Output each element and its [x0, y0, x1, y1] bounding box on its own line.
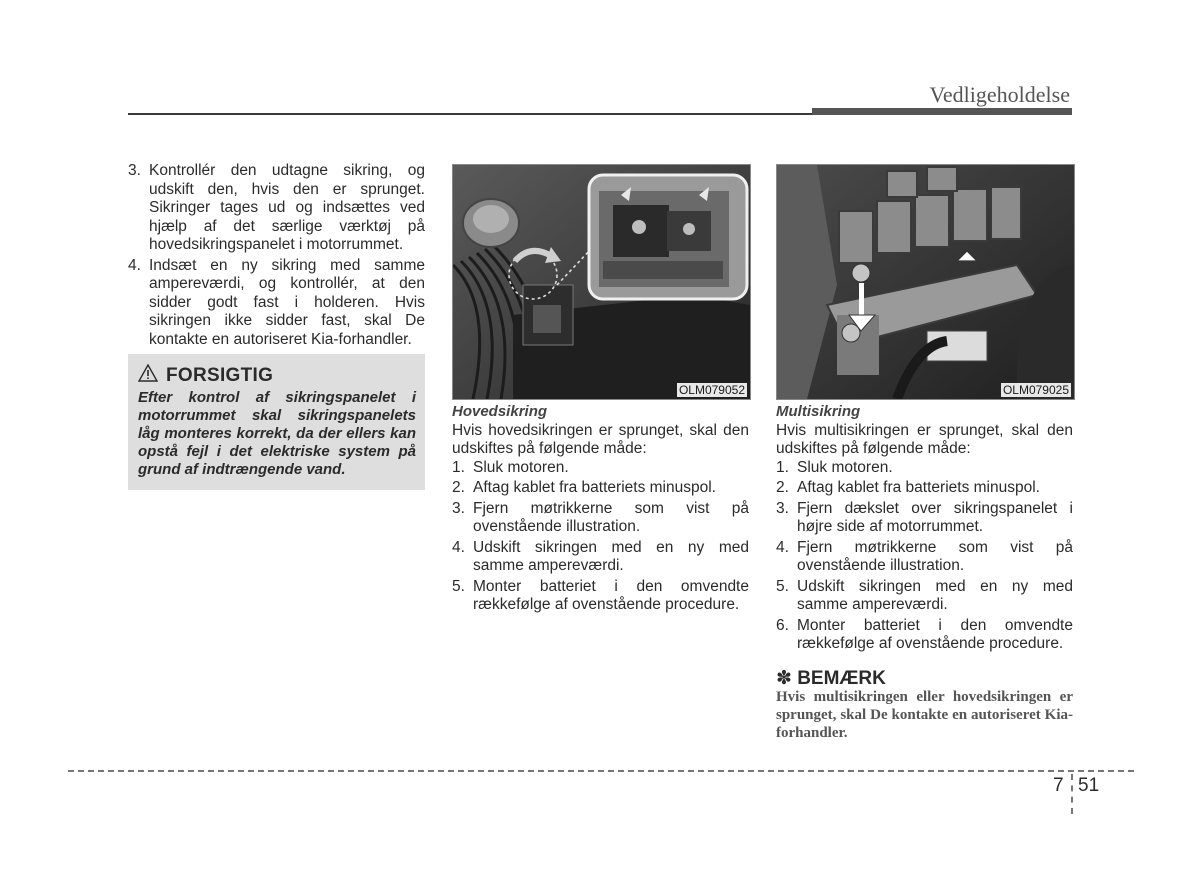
- list-item-number: 4.: [452, 538, 465, 556]
- photo-code: OLM079052: [678, 383, 745, 397]
- list-item: [452, 539, 749, 576]
- list-item: [776, 578, 1073, 615]
- list-item-text: Udskift sikringen med en ny med samme ampereværdi.: [473, 538, 749, 574]
- main-fuse-heading: Hovedsikring: [452, 403, 548, 420]
- list-item: [452, 479, 749, 498]
- main-fuse-section: [452, 403, 749, 617]
- list-item-number: 4.: [776, 538, 789, 556]
- header-rule-accent: [812, 108, 1072, 115]
- multi-fuse-photo: [776, 164, 1075, 400]
- list-item-text: Fjern møtrikkerne som vist på ovenstående illustration.: [473, 499, 749, 535]
- caution-title: FORSIGTIG: [166, 364, 274, 386]
- main-fuse-photo: [452, 164, 751, 400]
- caution-box: [128, 354, 425, 490]
- list-item-number: 6.: [776, 616, 789, 634]
- note-text: Hvis multisikringen eller hovedsikringen er sprunget, skal De kontakte en autoriseret Kia-forhandler.: [776, 689, 1073, 741]
- list-item: [776, 500, 1073, 537]
- page-number-divider: [1071, 774, 1073, 814]
- main-fuse-intro: Hvis hovedsikringen er sprunget, skal den udskiftes på følgende måde:: [452, 421, 749, 457]
- list-item-text: Sluk motoren.: [473, 458, 569, 476]
- list-item: [776, 459, 1073, 478]
- list-item: [776, 617, 1073, 654]
- list-item-number: 3.: [452, 499, 465, 517]
- list-item-text: Fjern dækslet over sikringspanelet i højre side af motorrummet.: [797, 499, 1073, 535]
- left-column-list: [128, 162, 425, 351]
- list-item-number: 2.: [776, 479, 789, 496]
- list-item-text: Monter batteriet i den omvendte rækkefølge af ovenstående procedure.: [473, 577, 749, 613]
- list-item-number: 2.: [452, 479, 465, 496]
- caution-text: Efter kontrol af sikringspanelet i motorrummet skal sikringspanelets låg monteres korrekt, da der ellers kan opstå fejl i det elektriske system på grund af indtrængende vand.: [138, 389, 416, 478]
- list-item-number: 1.: [452, 458, 465, 476]
- chapter-number: 7: [1053, 775, 1064, 796]
- list-item: [776, 479, 1073, 498]
- note-title: ✽ BEMÆRK: [776, 667, 886, 689]
- section-title: Vedligeholdelse: [929, 82, 1070, 107]
- list-item-number: 3.: [128, 162, 141, 179]
- list-item: [452, 500, 749, 537]
- list-item-number: 4.: [128, 256, 141, 274]
- list-item: [452, 459, 749, 478]
- list-item: [128, 162, 425, 255]
- list-item: [452, 578, 749, 615]
- list-item: [776, 539, 1073, 576]
- list-item-text: Fjern møtrikkerne som vist på ovenstående illustration.: [797, 538, 1073, 574]
- list-item-text: Kontrollér den udtagne sikring, og udskift den, hvis den er sprunget. Sikringer tages ud og indsættes ved hjælp af det særlige værktøj på hovedsikringspanelet i motorrummet.: [149, 162, 425, 253]
- list-item-text: Aftag kablet fra batteriets minuspol.: [473, 479, 716, 496]
- multi-fuse-section: [776, 403, 1073, 742]
- page-number: 51: [1078, 775, 1100, 796]
- list-item-number: 1.: [776, 458, 789, 476]
- caution-header: [138, 364, 416, 387]
- warning-triangle-icon: [138, 364, 158, 387]
- list-item: [128, 257, 425, 350]
- footer-divider: [68, 770, 1134, 772]
- list-item-text: Indsæt en ny sikring med samme ampereværdi, og kontrollér, at den sidder godt fast i holderen. Hvis sikringen ikke sidder fast, skal De kontakte en autoriseret Kia-forhandler.: [149, 256, 425, 348]
- list-item-number: 5.: [452, 577, 465, 595]
- photo-code: OLM079025: [1002, 383, 1069, 397]
- list-item-number: 5.: [776, 577, 789, 595]
- list-item-text: Aftag kablet fra batteriets minuspol.: [797, 479, 1040, 496]
- list-item-number: 3.: [776, 499, 789, 517]
- list-item-text: Udskift sikringen med en ny med samme ampereværdi.: [797, 577, 1073, 613]
- multi-fuse-intro: Hvis multisikringen er sprunget, skal den udskiftes på følgende måde:: [776, 421, 1073, 457]
- list-item-text: Monter batteriet i den omvendte rækkefølge af ovenstående procedure.: [797, 616, 1073, 652]
- list-item-text: Sluk motoren.: [797, 458, 893, 476]
- multi-fuse-heading: Multisikring: [776, 403, 861, 420]
